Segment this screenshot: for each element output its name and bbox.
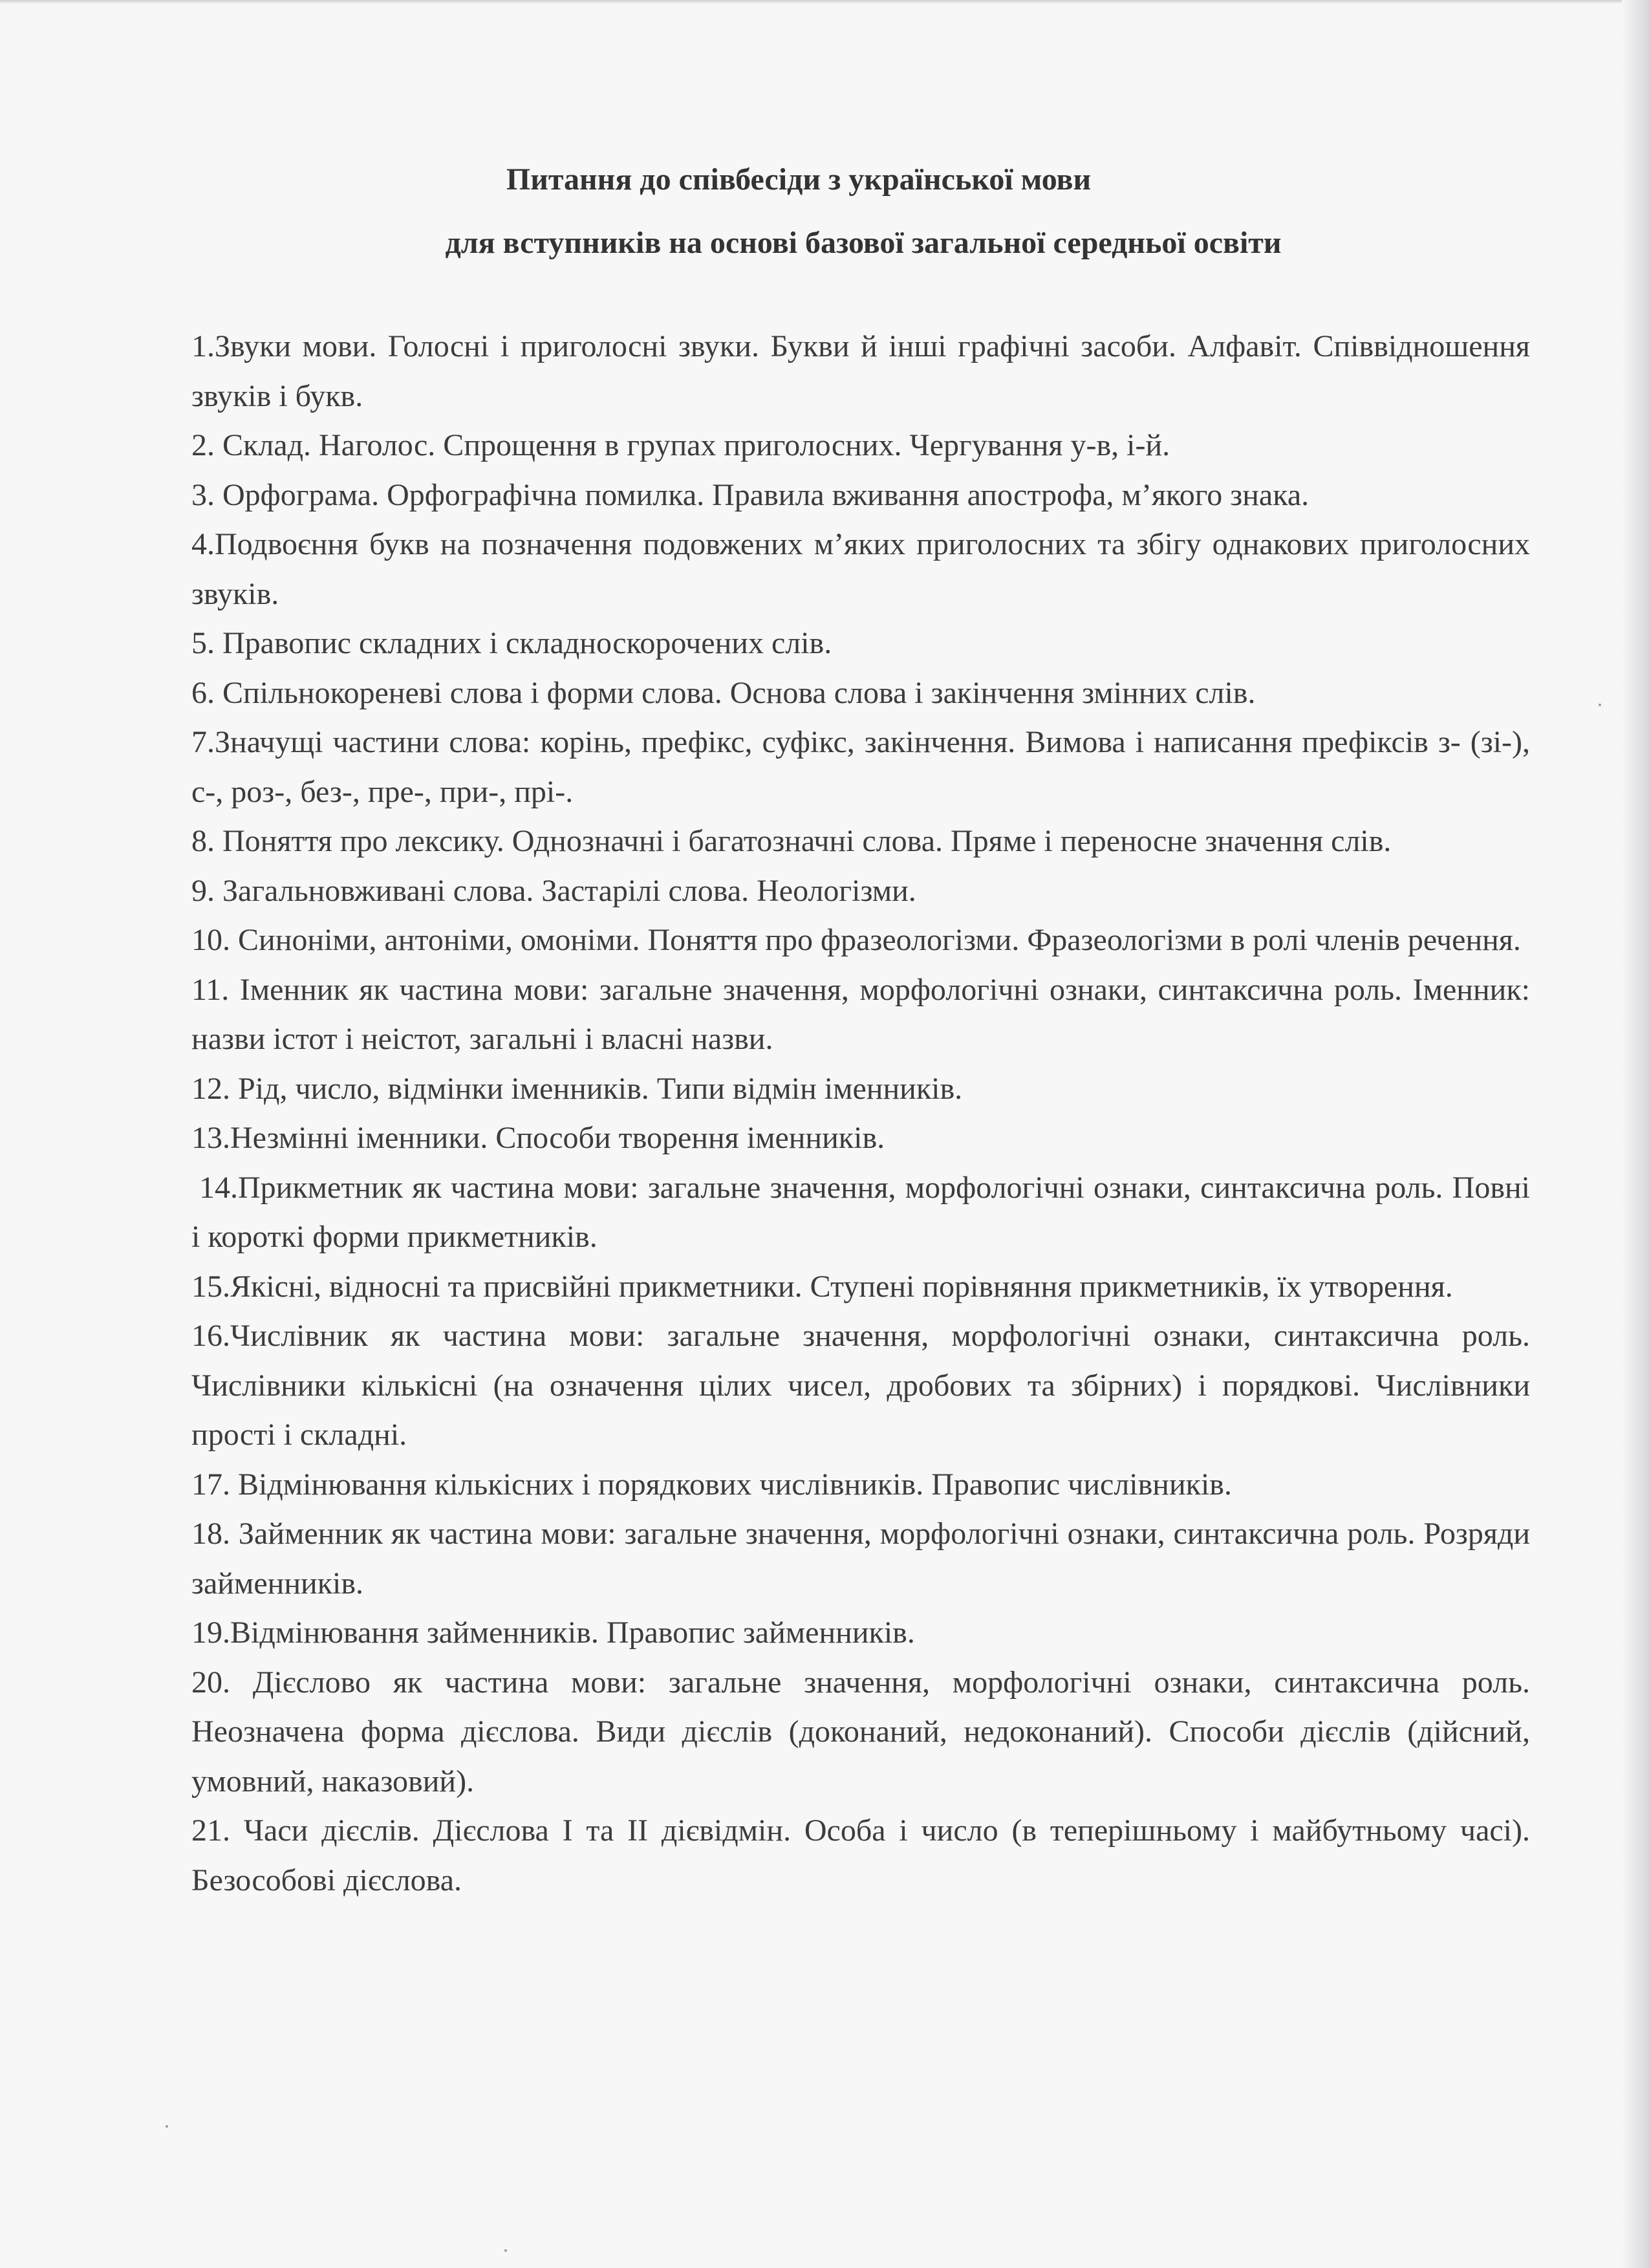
question-item: 20. Дієслово як частина мови: загальне значення, морфологічні ознаки, синтаксична роль. Неозначена форма дієслова. Види дієслів (доконаний, недоконаний). Способи дієслів (дійсний, умовний, наказовий).: [191, 1665, 1530, 1798]
question-item: 3. Орфограма. Орфографічна помилка. Правила вживання апострофа, м’якого знака.: [191, 477, 1310, 512]
question-item: 16.Числівник як частина мови: загальне значення, морфологічні ознаки, синтаксична роль. Числівники кількісні (на означення цілих чисел, дробових та збірних) і порядкові. Числівники прості і складні.: [191, 1319, 1530, 1452]
question-item: 15.Якісні, відносні та присвійні прикметники. Ступені порівняння прикметників, їх утворення.: [191, 1269, 1453, 1304]
question-item: 13.Незмінні іменники. Способи творення іменників.: [191, 1121, 885, 1155]
scan-speck: [1599, 704, 1601, 706]
document-subtitle: для вступників на основі базової загальної середньої освіти: [445, 226, 1282, 260]
document-title: Питання до співбесіди з української мови: [506, 162, 1092, 197]
question-item: 21. Часи дієслів. Дієслова I та II дієвідмін. Особа і число (в теперішньому і майбутньому часі). Безособові дієслова.: [191, 1813, 1530, 1897]
question-item: 19.Відмінювання займенників. Правопис займенників.: [191, 1615, 915, 1650]
question-item: 8. Поняття про лексику. Однозначні і багатозначні слова. Пряме і переносне значення слів.: [191, 824, 1392, 858]
question-item: 14.Прикметник як частина мови: загальне значення, морфологічні ознаки, синтаксична роль. Повні і короткі форми прикметників.: [191, 1170, 1530, 1254]
question-item: 2. Склад. Наголос. Спрощення в групах приголосних. Чергування у-в, і-й.: [191, 428, 1170, 462]
question-item: 9. Загальновживані слова. Застарілі слова. Неологізми.: [191, 873, 916, 908]
question-item: 10. Синоніми, антоніми, омоніми. Поняття про фразеологізми. Фразеологізми в ролі членів речення.: [191, 923, 1521, 957]
question-item: 6. Спільнокореневі слова і форми слова. Основа слова і закінчення змінних слів.: [191, 675, 1256, 710]
question-item: 7.Значущі частини слова: корінь, префікс, суфікс, закінчення. Вимова і написання префіксів з- (зі-), с-, роз-, без-, пре-, при-, прі-.: [191, 725, 1530, 809]
question-item: 17. Відмінювання кількісних і порядкових числівників. Правопис числівників.: [191, 1467, 1232, 1502]
question-item: 18. Займенник як частина мови: загальне значення, морфологічні ознаки, синтаксична роль. Розряди займенників.: [191, 1517, 1530, 1601]
question-list: [191, 322, 1530, 1905]
question-item: 4.Подвоєння букв на позначення подовжених м’яких приголосних та збігу однакових приголосних звуків.: [191, 527, 1530, 611]
question-item: 11. Іменник як частина мови: загальне значення, морфологічні ознаки, синтаксична роль. Іменник: назви істот і неістот, загальні і власні назви.: [191, 972, 1530, 1056]
scan-top-edge: [0, 0, 1649, 4]
question-item: 1.Звуки мови. Голосні і приголосні звуки. Букви й інші графічні засоби. Алфавіт. Співвідношення звуків і букв.: [191, 329, 1530, 413]
question-item: 12. Рід, число, відмінки іменників. Типи відмін іменників.: [191, 1071, 963, 1106]
scan-speck: [166, 2125, 168, 2128]
scan-right-edge: [1622, 0, 1649, 2268]
question-item: 5. Правопис складних і складноскорочених слів.: [191, 626, 832, 660]
scan-speck: [504, 2249, 507, 2252]
